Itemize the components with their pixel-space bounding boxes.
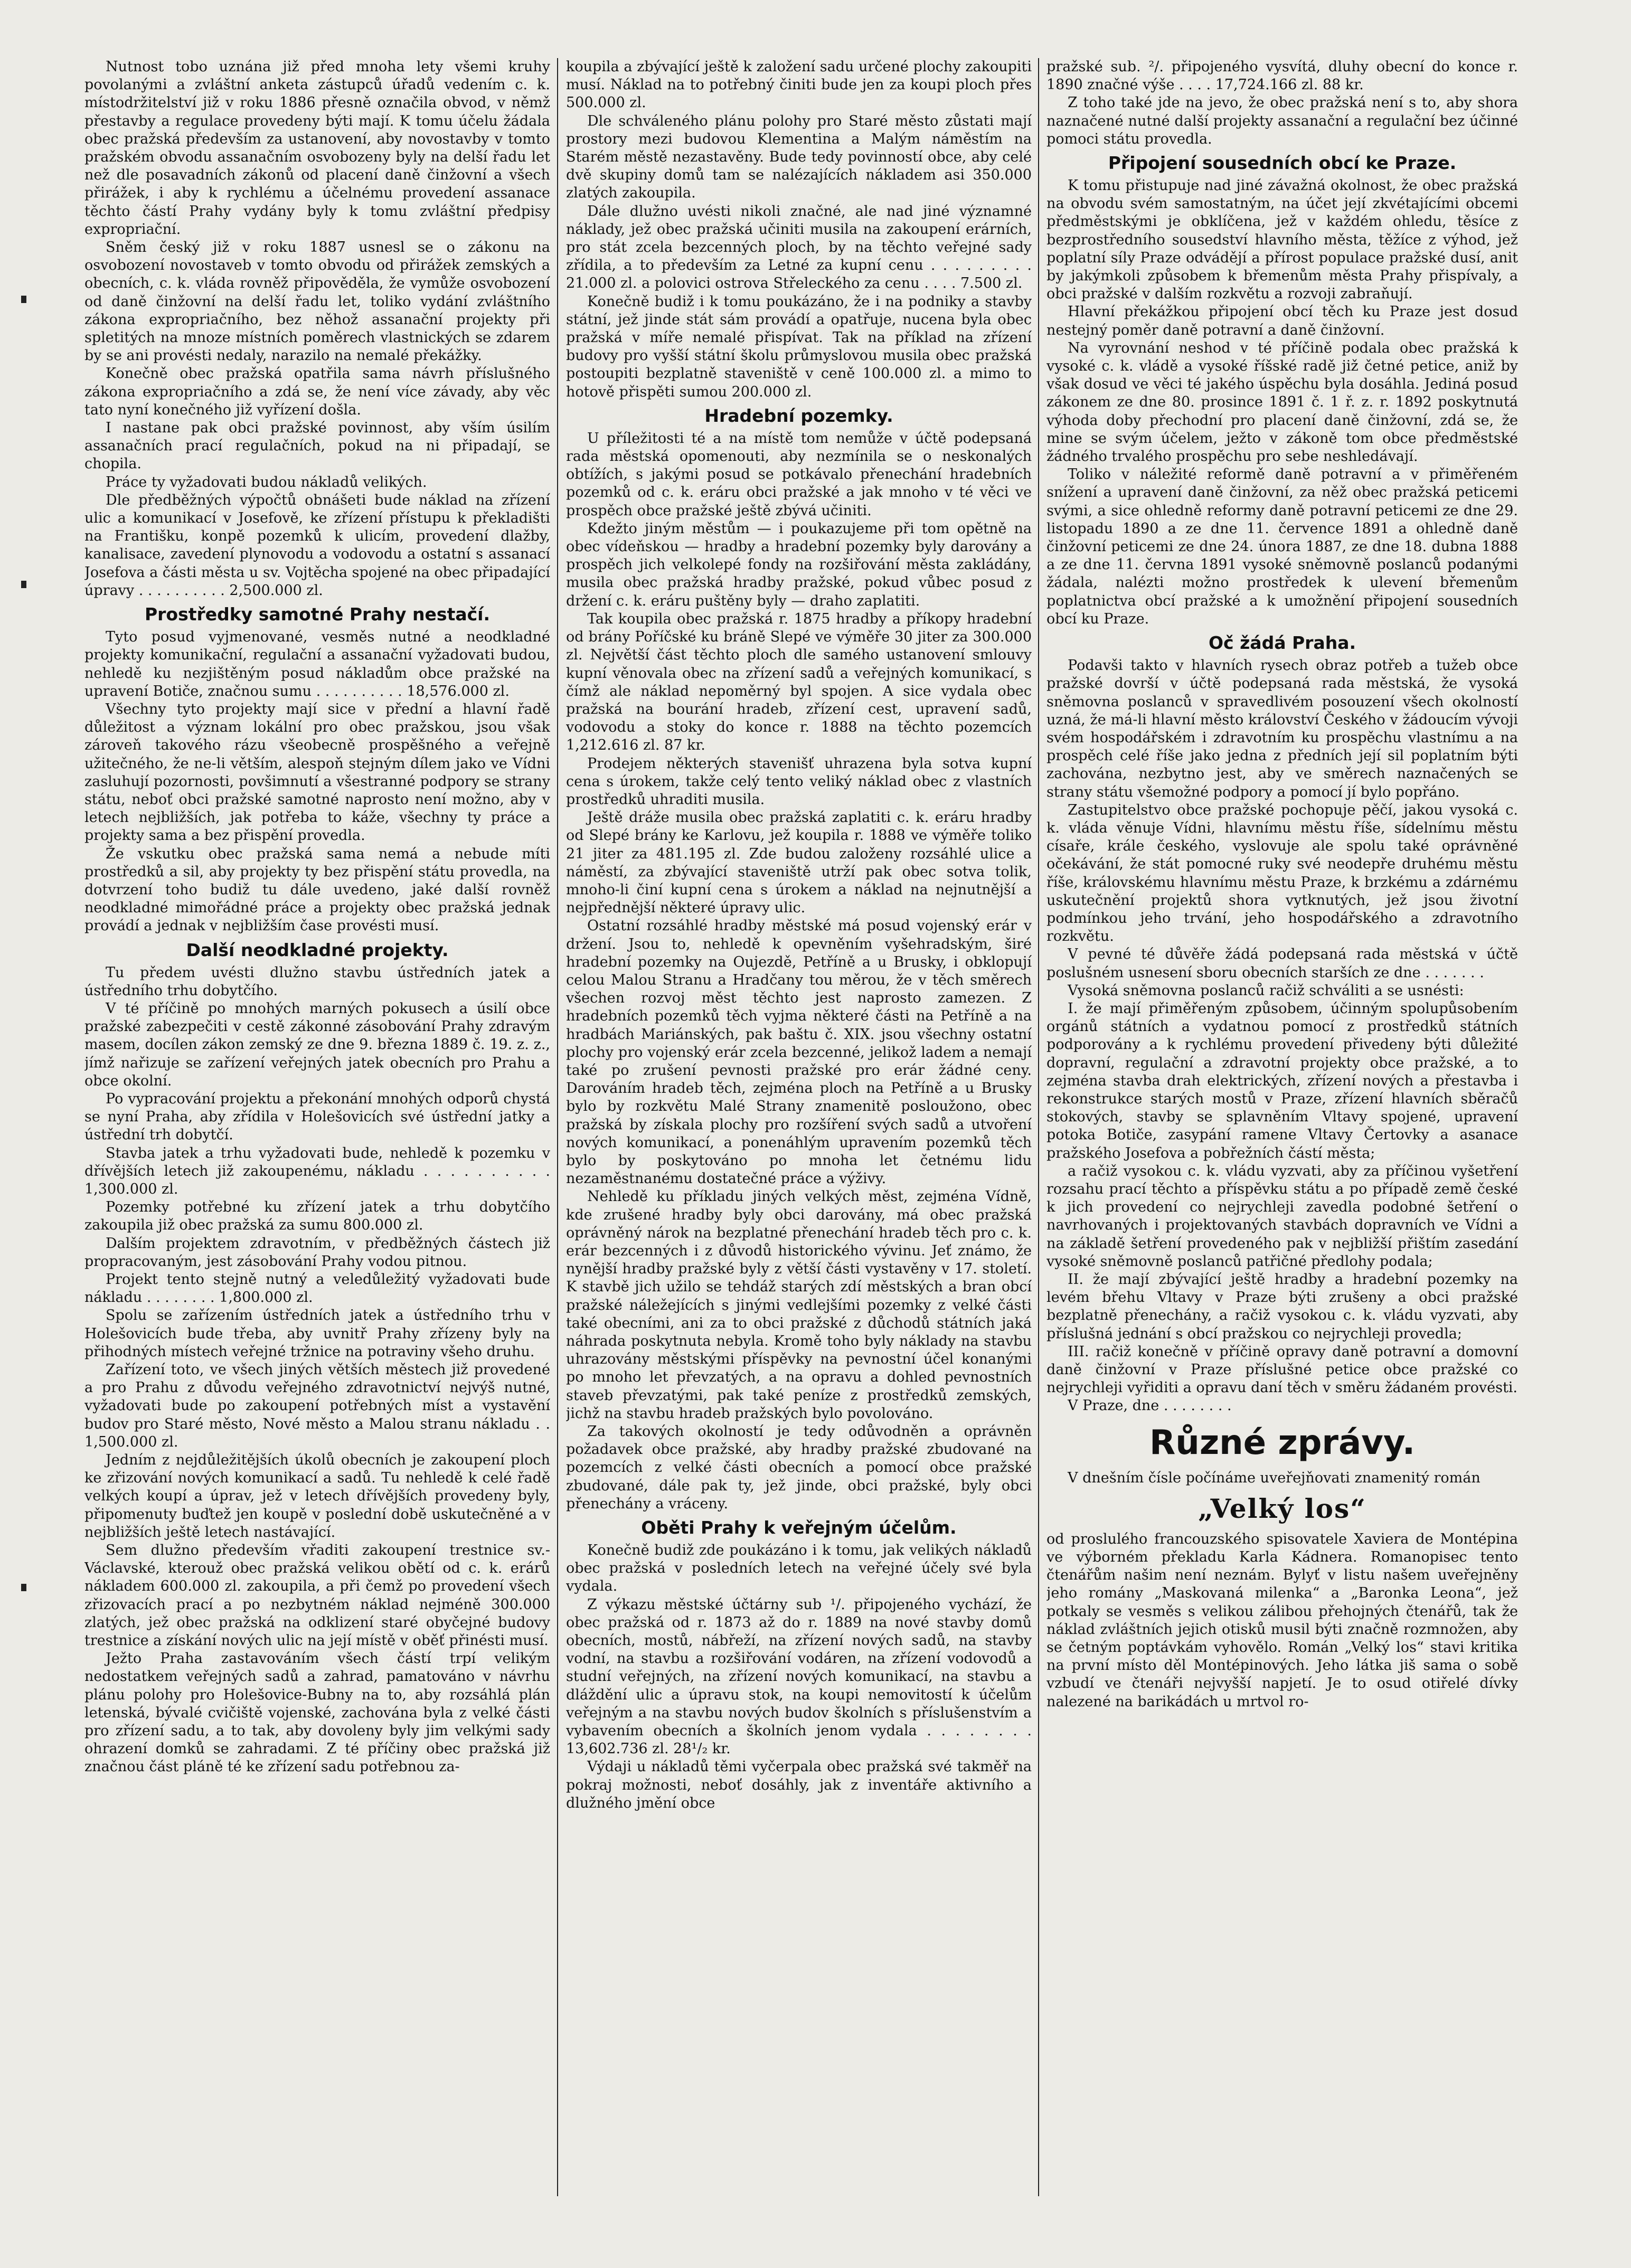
paragraph: Dále dlužno uvésti nikoli značné, ale nad jiné významné náklady, jež obec pražská učiniti musila na zakoupení erárních, pro stát zcela bezcenných ploch, by na těchto veřejné sady zřídila, a to především za Letné za kupní cenu . . . . . . . . . 21.000 zl. a polovici ostrova Střeleckého za cenu . . . . 7.500 zl. (566, 203, 1032, 292)
paragraph: Za takových okolností je tedy odůvodněn a oprávněn požadavek obce pražské, aby hradby pražské zbudované na pozemcích z velké části obecních a pomocí obce pražské zbudované, dále pak ty, jež jinde, obci pražské, byly obci přenechány a vráceny. (566, 1423, 1032, 1512)
paragraph: Všechny tyto projekty mají sice v přední a hlavní řadě důležitost a význam lokální pro obec pražskou, jsou však zároveň takového rázu všeobecně prospěšného a veřejně užitečného, že ne-li větším, alespoň stejným dílem jako ve Vídni zasluhují pozornosti, povšimnutí a všestranné podpory se strany státu, neboť obci pražské samotné naprosto není možno, aby v letech nejbližších, jak potřeba to káže, všechny ty práce a projekty sama a bez přispění provedla. (84, 701, 550, 844)
paragraph: U příležitosti té a na místě tom nemůže v účtě podepsaná rada městská opomenouti, aby nezmínila se o neskonalých obtížích, s jakými posud se potkávalo přenechání hradebních pozemků od c. k. eráru obci pražské a jak mnoho v té věci ve prospěch obce pražské ještě zbývá učiniti. (566, 430, 1032, 519)
paragraph: Výdaji u nákladů těmi vyčerpala obec pražská své takměř na pokraj možnosti, neboť dosáhly, jak z inventáře aktivního a dlužného jmění obce (566, 1759, 1032, 1811)
paragraph: Tyto posud vyjmenované, vesměs nutné a neodkladné projekty komunikační, regulační a assanační vyžadovati budou, nehledě ku nezjištěným posud nákladům obce pražské na upravení Botiče, značnou sumu . . . . . . . . . . 18,576.000 zl. (84, 629, 550, 700)
binding-mark (21, 581, 26, 588)
section-heading: Oběti Prahy k veřejným účelům. (641, 1517, 957, 1538)
paragraph: Ježto Praha zastavováním všech částí trpí velikým nedostatkem veřejných sadů a zahrad, pamatováno v návrhu plánu polohy pro Holešovice-Bubny na to, aby rozsáhlá plán letenská, bývalé cvičiště vojenské, zachována byla z velké části pro zřízení sadu, a to tak, aby dovoleny byly jim velkými sady ohrazení domků se zahradami. Z té příčiny obec pražská již značnou část pláně té ke zřízení sadu potřebnou za- (84, 1650, 550, 1775)
paragraph: Práce ty vyžadovati budou nákladů velikých. (106, 474, 427, 490)
novel-title: „Velký los“ (1198, 1492, 1366, 1524)
column-2 (566, 58, 1032, 2196)
paragraph: Tak koupila obec pražská r. 1875 hradby a příkopy hradební od brány Poříčské ku bráně Slepé ve výměře 30 jiter za 300.000 zl. Největší část těchto ploch dle samého ustanovení smlouvy kupní věnovala obec na zřízení sadů a veřejných komunikací, s čímž ale náklad nepoměrný byl spojen. A sice vydala obec pražská na bourání hradeb, zřízení cest, upravení sadů, vodovodu a stoky do konce r. 1888 na těchto pozemcích 1,212.616 zl. 87 kr. (566, 610, 1032, 754)
column-1 (84, 58, 550, 2196)
column-rule (557, 58, 558, 2196)
binding-mark (21, 1584, 26, 1591)
paragraph: V Praze, dne . . . . . . . . (1068, 1397, 1232, 1414)
paragraph: Konečně budiž i k tomu poukázáno, že i na podniky a stavby státní, jež jinde stát sám provádí a opatřuje, nucena byla obec pražská v míře nemalé přispívat. Tak na příklad na zřízení budovy pro vyšší státní školu průmyslovou musila obec pražská postoupiti bezplatně staveniště v ceně 100.000 zl. a mimo to hotově přispěti sumou 200.000 zl. (566, 293, 1032, 400)
paragraph: V té příčině po mnohých marných pokusech a úsilí obce pražské zabezpečiti v cestě zákonné zásobování Prahy zdravým masem, docílen zákon zemský ze dne 9. března 1889 č. 19. z. z., jímž nařizuje se zařízení veřejných jatek obecních pro Prahu a obce okolní. (84, 1000, 550, 1089)
paragraph: a račiž vysokou c. k. vládu vyzvati, aby za příčinou vyšetření rozsahu prací těchto a příspěvku státu a po případě země české k jich provedení co nejrychleji zavedla podobné šetření o navrhovaných i projektovaných stavbách dopravních ve Vídni a na základě šetření provedeného pak v nejbližší přištím zasedání vysoké sněmovně poslanců patřičné předlohy podala; (1047, 1163, 1518, 1270)
paragraph: Sněm český již v roku 1887 usnesl se o zákonu na osvobození novostaveb v tomto obvodu od přirážek zemských a obecních, c. k. vláda rovněž připověděla, že vymůže osvobození od daně činžovní na delší řadu let, toliko vydání zvláštního zákona expropriačního, bez něhož assanační projekty při spletitých na mnoze místních poměrech vlastnických se zdarem by se ani provésti nedaly, narazilo na nemalé překážky. (84, 239, 550, 364)
section-heading: Hradební pozemky. (704, 405, 893, 426)
paragraph: Hlavní překážkou připojení obcí těch ku Praze jest dosud nestejný poměr daně potravní a daně činžovní. (1047, 304, 1518, 338)
paragraph: Zařízení toto, ve všech jiných větších městech již provedené a pro Prahu z důvodu veřejného zdravotnictví nejvýš nutné, vyžadovati bude po zakoupení potřebných míst a vystavění budov pro Staré město, Nové město a Malou stranu nákladu . . 1,500.000 zl. (84, 1362, 550, 1450)
paragraph: Nehledě ku příkladu jiných velkých měst, zejména Vídně, kde zrušené hradby byly obci darovány, má obec pražská oprávněný nárok na bezplatné přenechání hradeb těch pro c. k. erár bezcenných i z důvodů historického vývinu. Jeť známo, že nynější hradby pražské byly z větší části vystavěny v 17. století. K stavbě jich užilo se tehdáž starých zdí městských a bran obcí pražské náležejících s jinými vedlejšími pozemky z velké části také obecními, ani za to obci pražské z důchodů státních jaká náhrada poskytnuta nebyla. Kromě toho byly náklady na stavbu uhrazovány městskými příspěvky na pevnostní účel konanými po mnoho let převzatých, a na opravu a dohled pevnostních staveb převzatými, pak také peníze z prostředků zemských, jichž na stavbu hradeb pražských bylo povolováno. (566, 1188, 1032, 1422)
paragraph: II. že mají zbývající ještě hradby a hradební pozemky na levém břehu Vltavy v Praze býti zrušeny a obci pražské bezplatně přenechány, a račiž vysokou c. k. vládu vyzvati, aby příslušná jednání s obcí pražskou co nejrychleji provedla; (1047, 1271, 1518, 1342)
paragraph: I. že mají přiměřeným způsobem, účinným spolupůsobením orgánů státních a vydatnou pomocí z prostředků státních podporovány a k rychlému provedení přivedeny býti důležité dopravní, regulační a zdravotní projekty obce pražské, a to zejména stavba drah elektrických, zřízení nových a přestavba i rekonstrukce starých mostů v Praze, zřízení hlavních sběračů stokových, stavby se splavněním Vltavy spojené, upravení potoka Botiče, zasypání ramene Vltavy Čertovky a asanace pražského Josefova a pobřežních částí města; (1047, 1000, 1518, 1161)
paragraph: Sem dlužno především vřaditi zakoupení trestnice sv.-Václavské, kterouž obec pražská velikou obětí od c. k. erárů nákladem 600.000 zl. zakoupila, a při čemž po provedení všech zřizovacích prací a po nezbytném náklad nejméně 300.000 zlatých, jež obec pražská na odklizení staré obyčejné budovy trestnice a získání nových ulic na její místě v oběť přinésti musí. (84, 1542, 550, 1649)
section-heading: Prostředky samotné Prahy nestačí. (144, 604, 491, 625)
paragraph: Tu předem uvésti dlužno stavbu ústředních jatek a ústředního trhu dobytčího. (84, 964, 550, 999)
binding-mark (21, 296, 26, 303)
paragraph: Podavši takto v hlavních rysech obraz potřeb a tužeb obce pražské dovrší v účtě podepsaná rada městská, že vysoká sněmovna poslanců v spravedlivém posouzení všech okolností uzná, že má-li hlavní město království Českého v žádoucím vývoji svém hospodářském i zdravotním ku prospěchu vlastnímu a na prospěch celé říše jako jedna z předních její sil poplatním býti zachována, nezbytno jest, aby ve směrech naznačených se strany státu všemožné podpory a pomocí jí bylo popřáno. (1047, 657, 1518, 800)
paragraph: Dalším projektem zdravotním, v předběžných částech již propracovaným, jest zásobování Prahy vodou pitnou. (84, 1235, 550, 1270)
paragraph: V pevné té důvěře žádá podepsaná rada městská v účtě poslušném usnesení sboru obecních starších ze dne . . . . . . . (1047, 946, 1518, 981)
paragraph: Prodejem některých stavenišť uhrazena byla sotva kupní cena s úrokem, takže celý tento veliký náklad obec z vlastních prostředků uhraditi musila. (566, 755, 1032, 808)
section-heading: Další neodkladné projekty. (186, 939, 449, 960)
paragraph: K tomu přistupuje nad jiné závažná okolnost, že obec pražská na obvodu svém samostatným, na účet její zkvétajícími obcemi předměstskými je obklíčena, jež v každém ohledu, těsíce z bezprostředního sousedství hlavního města, těžíce z výhod, jež poplatní síly Praze odvádějí a přírost populace pražské dusí, anit by jakýmkoli způsobem k břemenům města Prahy přispívaly, a obci pražské v dalším rozkvětu a rozvoji zabraňují. (1047, 177, 1518, 303)
paragraph: Po vypracování projektu a překonání mnohých odporů chystá se nyní Praha, aby zřídila v Holešovicích své ústřední jatky a ústřední trh dobytčí. (84, 1090, 550, 1144)
paragraph: Ostatní rozsáhlé hradby městské má posud vojenský erár v držení. Jsou to, nehledě k opevněním vyšehradským, širé hradební pozemky na Oujezdě, Petříně a u Brusky, i obklopují celou Malou Stranu a Hradčany tou měrou, že v těch směrech všechen rozvoj měst těchto jest naprosto zamezen. Z hradebních pozemků těch vyjma některé části na Petříně a na hradbách Mariánských, pak baštu č. XIX. jsou všechny ostatní plochy pro vojenský erár zcela bezcenné, jelikož ladem a nemají také po zrušení pevnosti pražské pro erár žádné ceny. Darováním hradeb těch, zejména ploch na Petříně a u Brusky bylo by rozkvětu Malé Strany znamenitě posloužono, obec pražská by získala plochy pro rozšíření svých sadů a utvoření nových komunikací, a ponenáhlým upravením pozemků těch bylo by poskytováno po mnoha let četnému lidu nezaměstnanému dostatečné práce a výživy. (566, 918, 1032, 1187)
paragraph: Projekt tento stejně nutný a veledůležitý vyžadovati bude nákladu . . . . . . . . 1,800.000 zl. (84, 1271, 550, 1306)
paragraph: Jedním z nejdůležitějších úkolů obecních je zakoupení ploch ke zřizování nových komunikací a sadů. Tu nehledě k celé řadě velkých koupí a úprav, jež v letech dřívějších provedeny byly, připomenuty buďtež jen koupě v poslední době uskutečněné a v nejbližších ještě letech nastávající. (84, 1452, 550, 1541)
section-heading: Připojení sousedních obcí ke Praze. (1108, 153, 1457, 174)
paragraph: Z toho také jde na jevo, že obec pražská není s to, aby shora naznačené nutné další projekty assanační a regulační bez účinné pomoci státu provedla. (1047, 94, 1518, 147)
section-heading: Oč žádá Praha. (1209, 632, 1356, 654)
paragraph: I nastane pak obci pražské povinnost, aby vším úsilím assanačních prací regulačních, pokud na ni připadají, se chopila. (84, 420, 550, 472)
paragraph: Stavba jatek a trhu vyžadovati bude, nehledě k pozemku v dřívějších letech již zakoupenému, nákladu . . . . . . . . . . 1,300.000 zl. (84, 1145, 550, 1197)
paragraph: od proslulého francouzského spisovatele Xaviera de Montépina ve výborném překladu Karla Kádnera. Romanopisec tento čtenářům našim není neznám. Bylyť v listu našem uveřejněny jeho romány „Maskovaná milenka“ a „Baronka Leona“, jež potkaly se vesměs s velikou zálibou přehojných čtenářů, tak že náklad zvláštních jejich otisků musil býti značně rozmnožen, aby se četným poptávkám vyhovělo. Román „Velký los“ stavi kritika na první místo děl Montépinových. Jeho látka jiš sama o sobě vzbudí ve čtenáři nejvyšší napjetí. Je to osud otiřelé dívky nalezené na barikádách u mrtvol ro- (1047, 1530, 1518, 1710)
column-3 (1047, 58, 1518, 2196)
paragraph: Toliko v náležité reformě daně potravní a v přiměřeném snížení a upravení daně činžovní, za něž obec pražská peticemi svými, a sice ohledně reformy daně potravní peticemi ze dne 29. listopadu 1890 a ze dne 11. července 1891 a ohledně daně činžovní peticemi ze dne 24. února 1887, ze dne 18. dubna 1888 a ze dne 11. června 1891 vysoké sněmovně poslanců podanými žádala, nalézti možno prostředek k ulevení břemenům poplatnictva obcí pražské a k umožnění připojení sousedních obcí ku Praze. (1047, 466, 1518, 627)
paragraph: Nutnost tobo uznána již před mnoha lety všemi kruhy povolanými a zvláštní anketa zástupců úřadů vedením c. k. místodržitelství již v roku 1886 přesně označila obvod, v němž přestavby a regulace provedeny býti mají. K tomu účelu žádala obec pražská především za ustanovení, aby novostavby v tomto pražském obvodu assanačním osvobozeny byly na delší řadu let než dle posavadních zákonů od placení daně činžovní a všech přirážek, i aby k rychlému a účelnému provedení assanace těchto částí Prahy vydány byly k tomu zvláštní předpisy expropriační. (84, 59, 550, 238)
paragraph: Z výkazu městské účtárny sub ¹/. připojeného vychází, že obec pražská od r. 1873 až do r. 1889 na nové stavby domů obecních, mostů, nábřeží, na zřízení nových sadů, na stavby vodní, na stavbu a rozšiřování vodáren, na zřízení vodovodů a studní veřejných, na zřízení nových komunikací, na stavbu a dláždění ulic a úpravu stok, na koupi nemovitostí k účelům veřejným a na stavbu nových budov školních s příslušenstvím a vybavením obecních a školních jenom vydala . . . . . . . . 13,602.736 zl. 28¹/₂ kr. (566, 1596, 1032, 1757)
paragraph: pražské sub. ²/. připojeného vysvítá, dluhy obecní do konce r. 1890 značné výše . . . . 17,724.166 zl. 88 kr. (1047, 59, 1518, 93)
paragraph: Zastupitelstvo obce pražské pochopuje pěčí, jakou vysoká c. k. vláda věnuje Vídni, hlavnímu městu říše, sídelnímu městu císaře, krále českého, vyslovuje ale spolu také oprávněné očekávání, že stát pomocné ruky své neodepře druhému městu říše, královskému hlavnímu městu Praze, k brzkému a zdárnému uskutečnění projektů shora vytknutých, jež jsou životní podmínkou jeho trvání, jeho hospodářského a zdravotního rozkvětu. (1047, 801, 1518, 945)
section-title-ruzne-zpravy: Různé zprávy. (1149, 1423, 1416, 1462)
paragraph: Kdežto jiným městům — i poukazujeme při tom opětně na obec vídeňskou — hradby a hradební pozemky byly darovány a prospěch jich velkolepé fondy na rozšiřování města zakládány, musila obec pražská hradby pražské, pokud vůbec posud z držení c. k. eráru puštěny byly — draho zaplatiti. (566, 520, 1032, 609)
paragraph: Na vyrovnání neshod v té příčině podala obec pražská k vysoké c. k. vládě a vysoké říšské radě již četné petice, aniž by však dosud ve věci té jakého úspěchu byla dosáhla. Jediná posud zákonem ze dne 80. prosince 1891 č. 1 ř. z. r. 1892 poskytnutá výhoda doby přechodní pro placení daně činžovní, zdá se, že mine se svým účelem, ježto v zákoně tom obce předměstské žádného trvalého prospěchu pro sebe neshledávají. (1047, 339, 1518, 465)
paragraph: Dle schváleného plánu polohy pro Staré město zůstati mají prostory mezi budovou Klementina a Malým náměstím na Starém městě nezastavěny. Bude tedy povinností obce, aby celé dvě skupiny domů tam se nalézajících nákladem asi 350.000 zlatých zakoupila. (566, 112, 1032, 202)
paragraph: III. račiž konečně v příčině opravy daně potravní a domovní daně činžovní v Praze příslušné petice obce pražské co nejrychleji vyřiditi a opravu daní těch v směru žádaném provésti. (1047, 1343, 1518, 1396)
paragraph: Konečně budiž zde poukázáno i k tomu, jak velikých nákladů obec pražská v posledních letech na veřejné účely své byla vydala. (566, 1542, 1032, 1595)
paragraph: Spolu se zařízením ústředních jatek a ústředního trhu v Holešovicích bude třeba, aby uvnitř Prahy zřízeny byly na přihodných místech veřejné tržnice na potraviny všeho druhu. (84, 1307, 550, 1360)
paragraph: Dle předběžných výpočtů obnášeti bude náklad na zřízení ulic a komunikací v Josefově, ke zřízení přístupu k překladišti na Františku, konpě pozemků k ulicím, provedení dlažby, kanalisace, zavedení plynovodu a vodovodu a ostatní s assanací Josefova a části města u sv. Vojtěcha spojené na obec připadající úpravy . . . . . . . . . . 2,500.000 zl. (84, 492, 550, 599)
paragraph: Pozemky potřebné ku zřízení jatek a trhu dobytčího zakoupila již obec pražská za sumu 800.000 zl. (84, 1199, 550, 1234)
column-rule (1038, 58, 1039, 2196)
paragraph: Že vskutku obec pražská sama nemá a nebude míti prostředků a sil, aby projekty ty bez přispění státu provedla, na dotvrzení toho budiž tu dále uvedeno, jaké další rovněž neodkladné mimořádné práce a projekty obec pražská jednak provádí a jednak v nejbližším čase provésti musí. (84, 845, 550, 934)
paragraph: koupila a zbývající ještě k založení sadu určené plochy zakoupiti musí. Náklad na to potřebný činiti bude jen za koupi ploch přes 500.000 zl. (566, 59, 1032, 111)
paragraph: V dnešním čísle počínáme uveřejňovati znamenitý román (1068, 1469, 1481, 1486)
paragraph: Vysoká sněmovna poslanců račiž schváliti a se usnésti: (1068, 982, 1464, 999)
paragraph: Konečně obec pražská opatřila sama návrh příslušného zákona expropriačního a zdá se, že není více závady, aby věc tato nyní konečného již vyřízení došla. (84, 365, 550, 418)
paragraph: Ještě dráže musila obec pražská zaplatiti c. k. eráru hradby od Slepé brány ke Karlovu, jež koupila r. 1888 ve výměře toliko 21 jiter za 481.195 zl. Zde budou založeny rozsáhlé ulice a náměstí, za zbývající staveniště utrží pak obec sotva tolik, mnoho-li činí kupní cena s úrokem a náklad na nejnutnější a nejpřednější některé úpravy ulic. (566, 809, 1032, 916)
